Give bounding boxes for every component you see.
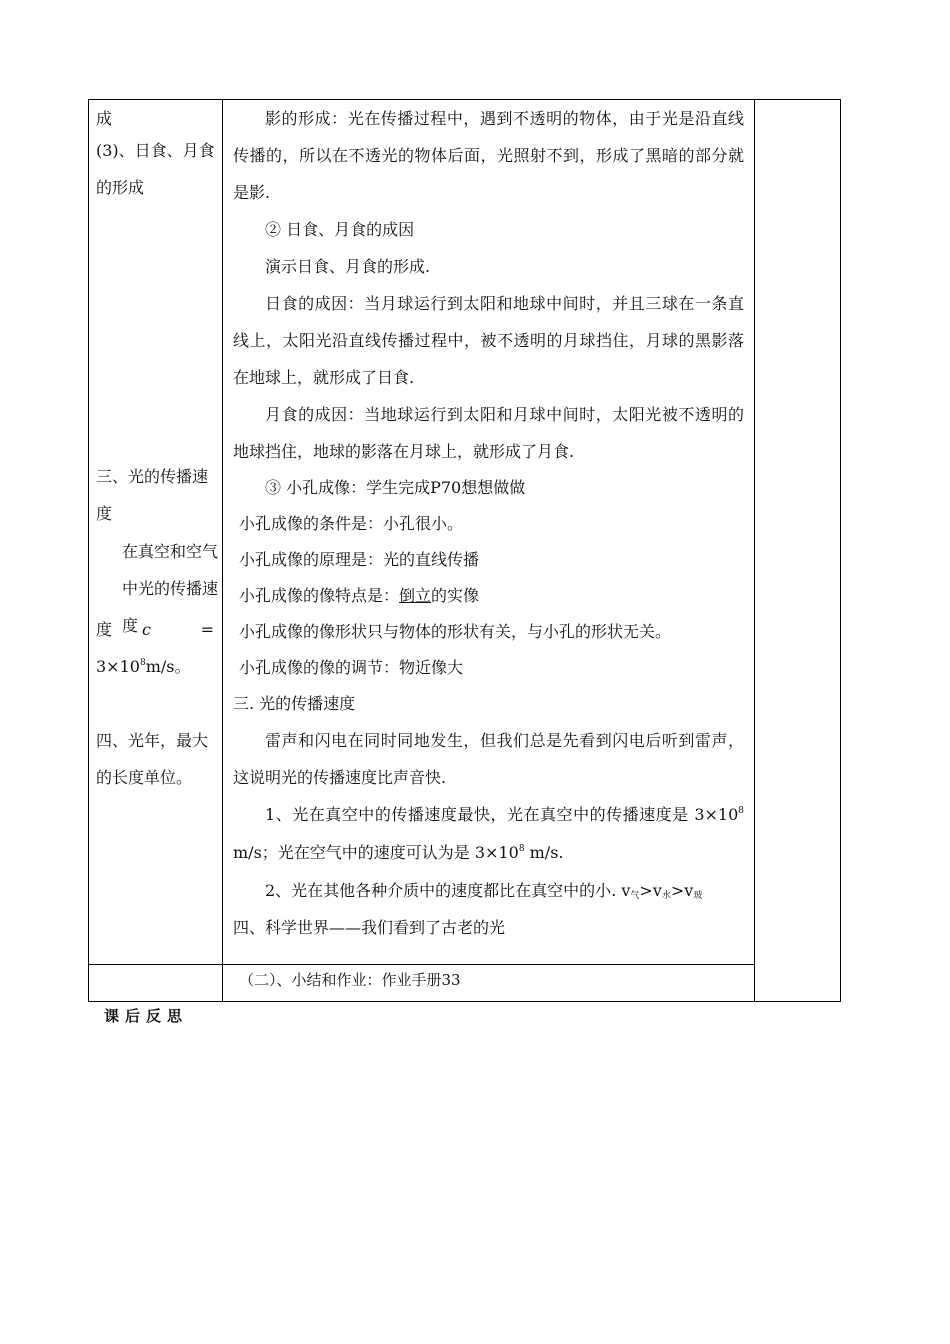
equals-sign: = bbox=[200, 620, 214, 639]
lesson-body-cell bbox=[223, 100, 755, 965]
outline-item-light-year: 四、光年，最大的长度单位。 bbox=[96, 731, 209, 787]
summary-row bbox=[89, 965, 841, 1002]
summary-text: （二）、小结和作业：作业手册33 bbox=[239, 971, 461, 989]
pinhole-shape: 小孔成像的像形状只与物体的形状有关，与小孔的形状无关。 bbox=[239, 622, 672, 641]
science-world-heading: 四、科学世界——我们看到了古老的光 bbox=[233, 918, 506, 937]
speed-symbol: c bbox=[142, 620, 151, 639]
solar-eclipse-paragraph: 日食的成因：当月球运行到太阳和地球中间时，并且三球在一条直线上，太阳光沿直线传播过程中，被不透明的月球挡住，月球的黑影落在地球上，就形成了日食. bbox=[233, 294, 744, 387]
shadow-paragraph: 影的形成：光在传播过程中，遇到不透明的物体，由于光是沿直线传播的，所以在不透光的物体后面，光照射不到，形成了黑暗的部分就是影. bbox=[233, 109, 744, 202]
outline-item-eclipse: (3)、日食、月食的形成 bbox=[96, 141, 215, 197]
summary-cell bbox=[223, 965, 755, 1002]
summary-left-cell bbox=[89, 965, 223, 1002]
content-row bbox=[89, 100, 841, 965]
pinhole-feature: 小孔成像的像特点是：倒立的实像 bbox=[239, 586, 480, 605]
lesson-table bbox=[88, 99, 841, 1002]
pinhole-adjust: 小孔成像的像的调节：物近像大 bbox=[239, 658, 464, 677]
pinhole-heading: ③ 小孔成像：学生完成P70想想做做 bbox=[265, 478, 526, 497]
speed-text: 在真空和空气中光的传播速度 bbox=[122, 542, 219, 635]
reflection-heading: 课后反思 bbox=[104, 1007, 189, 1025]
speed-formula-line: 度 c = bbox=[96, 611, 218, 648]
thunder-paragraph: 雷声和闪电在同时同地发生，但我们总是先看到闪电后听到雷声，这说明光的传播速度比声音快. bbox=[233, 731, 744, 787]
eclipse-heading: ② 日食、月食的成因 bbox=[265, 220, 415, 239]
eclipse-demo: 演示日食、月食的形成. bbox=[265, 257, 431, 276]
outline-item-continued: 成 bbox=[96, 109, 113, 128]
media-speed-paragraph: 2、光在其他各种介质中的速度都比在真空中的小. $v_气>v_水>v_玻$ bbox=[265, 881, 703, 901]
vacuum-speed-paragraph: 1、光在真空中的传播速度最快，光在真空中的传播速度是 $3\times 10^8$ m/s；光在空气中的速度可认为是 $3\times 10^8$ m/s. bbox=[233, 805, 744, 862]
light-speed-heading: 三. 光的传播速度 bbox=[233, 694, 356, 713]
pinhole-condition: 小孔成像的条件是：小孔很小。 bbox=[239, 514, 464, 533]
outline-cell bbox=[89, 100, 223, 965]
pinhole-principle: 小孔成像的原理是：光的直线传播 bbox=[239, 550, 480, 569]
lunar-eclipse-paragraph: 月食的成因：当地球运行到太阳和月球中间时，太阳光被不透明的地球挡住，地球的影落在月球上，就形成了月食. bbox=[233, 405, 744, 461]
underlined-term: 倒立 bbox=[399, 586, 432, 605]
outline-item-light-speed: 三、光的传播速度 bbox=[96, 467, 209, 523]
speed-value-line: $3\times 10^8m/s$。 bbox=[96, 657, 191, 676]
notes-cell bbox=[755, 100, 841, 1002]
